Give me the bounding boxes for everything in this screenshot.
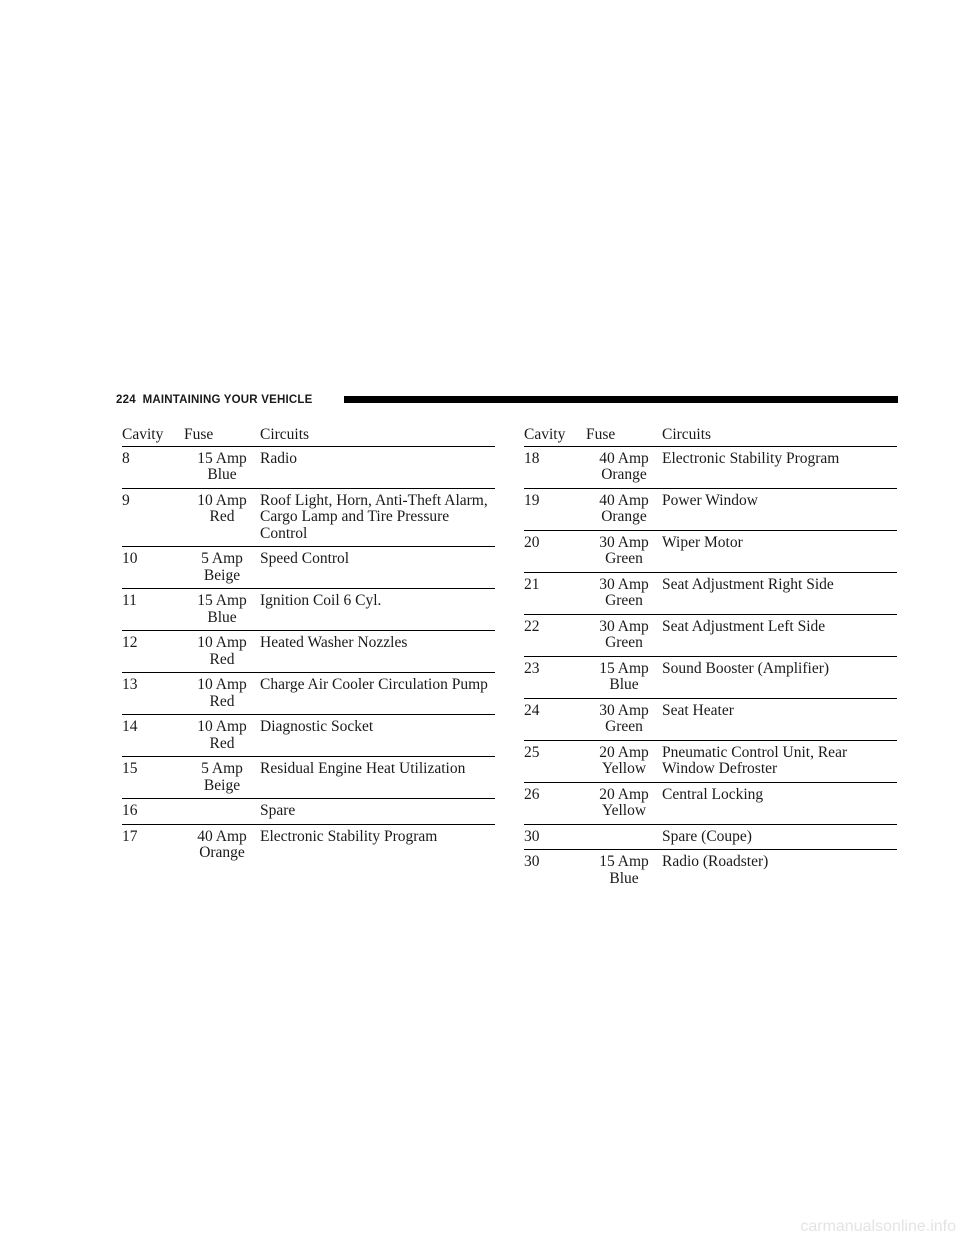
table-header-row xyxy=(122,424,495,446)
fuse-cell xyxy=(184,589,260,631)
cavity-cell: 11 xyxy=(122,589,184,631)
section-title: MAINTAINING YOUR VEHICLE xyxy=(142,394,313,406)
table-row xyxy=(524,740,897,782)
fuse-color: Blue xyxy=(609,869,639,887)
table-row xyxy=(122,799,495,825)
table-row xyxy=(524,850,897,892)
cavity-cell: 9 xyxy=(122,488,184,547)
fuse-color: Beige xyxy=(203,566,241,584)
fuse-rating: 15 Amp xyxy=(197,449,247,467)
cavity-cell: 19 xyxy=(524,488,586,530)
fuse-color: Orange xyxy=(199,844,245,861)
fuse-cell xyxy=(184,799,260,825)
header-rule xyxy=(344,396,898,403)
fuse-rating: 40 Amp xyxy=(599,491,649,509)
fuse-rating: 10 Amp xyxy=(197,676,247,693)
fuse-rating: 5 Amp xyxy=(201,760,243,777)
fuse-color: Green xyxy=(605,634,643,651)
fuse-cell xyxy=(586,614,662,656)
circuits-cell: Diagnostic Socket xyxy=(260,715,495,757)
circuits-cell: Radio (Roadster) xyxy=(662,853,769,870)
column-header-fuse: Fuse xyxy=(586,424,662,446)
page-number: 224 xyxy=(116,394,136,406)
circuits-cell: Electronic Stability Program xyxy=(260,827,438,845)
circuits-cell: Spare xyxy=(260,799,495,825)
cavity-cell: 10 xyxy=(122,547,184,589)
table-row xyxy=(524,824,897,850)
cavity-cell: 30 xyxy=(524,853,540,870)
fuse-rating: 30 Amp xyxy=(599,617,649,635)
column-header-circuits: Circuits xyxy=(260,424,495,446)
fuse-rating: 10 Amp xyxy=(197,491,247,509)
fuse-rating: 30 Amp xyxy=(599,575,649,593)
fuse-cell xyxy=(586,656,662,698)
fuse-table-right xyxy=(524,424,897,891)
circuits-cell: Sound Booster (Amplifier) xyxy=(662,656,897,698)
cavity-cell: 26 xyxy=(524,782,586,824)
circuits-cell: Charge Air Cooler Circulation Pump xyxy=(260,673,495,715)
fuse-color: Blue xyxy=(207,466,237,483)
fuse-cell xyxy=(586,488,662,530)
fuse-cell xyxy=(586,740,662,782)
fuse-rating: 5 Amp xyxy=(201,550,243,567)
column-header-cavity: Cavity xyxy=(122,424,184,446)
fuse-rating: 30 Amp xyxy=(599,701,649,719)
cavity-cell: 25 xyxy=(524,740,586,782)
table-header-row xyxy=(524,424,897,446)
cavity-cell: 23 xyxy=(524,656,586,698)
fuse-cell xyxy=(586,446,662,488)
fuse-color: Blue xyxy=(609,676,639,693)
circuits-cell: Power Window xyxy=(662,488,897,530)
table-row xyxy=(524,572,897,614)
fuse-rating: 30 Amp xyxy=(599,533,649,551)
fuse-rating: 10 Amp xyxy=(197,718,247,735)
cavity-cell: 20 xyxy=(524,530,586,572)
table-row xyxy=(524,698,897,740)
table-row xyxy=(122,673,495,715)
fuse-color: Orange xyxy=(601,508,647,525)
fuse-cell xyxy=(184,824,260,866)
fuse-rating: 10 Amp xyxy=(197,634,247,651)
fuse-cell xyxy=(184,715,260,757)
fuse-rating: 15 Amp xyxy=(197,592,247,609)
fuse-color: Red xyxy=(209,734,235,752)
cavity-cell: 15 xyxy=(122,757,184,799)
fuse-color: Green xyxy=(605,550,643,567)
fuse-rows-left xyxy=(122,446,495,866)
fuse-color: Blue xyxy=(207,608,237,626)
table-row xyxy=(122,488,495,547)
circuits-cell: Radio xyxy=(260,446,495,488)
cavity-cell: 21 xyxy=(524,572,586,614)
circuits-cell: Heated Washer Nozzles xyxy=(260,631,495,673)
table-row xyxy=(122,589,495,631)
cavity-cell: 17 xyxy=(122,827,138,845)
table-row xyxy=(122,757,495,799)
fuse-rating: 20 Amp xyxy=(599,785,649,803)
circuits-cell: Seat Heater xyxy=(662,698,897,740)
table-row xyxy=(122,631,495,673)
fuse-cell xyxy=(586,850,662,892)
fuse-rating: 15 Amp xyxy=(599,659,649,677)
circuits-cell: Ignition Coil 6 Cyl. xyxy=(260,589,495,631)
table-row xyxy=(524,446,897,488)
fuse-color: Yellow xyxy=(601,802,647,819)
circuits-cell: Roof Light, Horn, Anti-Theft Alarm, Cargo Lamp and Tire Pressure Control xyxy=(260,488,495,547)
fuse-cell xyxy=(586,824,662,850)
circuits-cell: Central Locking xyxy=(662,782,897,824)
cavity-cell: 18 xyxy=(524,446,586,488)
table-row xyxy=(122,715,495,757)
page-label xyxy=(116,392,312,408)
table-row xyxy=(524,782,897,824)
column-header-fuse: Fuse xyxy=(184,424,260,446)
fuse-rating: 40 Amp xyxy=(599,449,649,467)
cavity-cell: 24 xyxy=(524,698,586,740)
fuse-rating: 20 Amp xyxy=(599,743,649,761)
fuse-rating: 15 Amp xyxy=(599,853,649,870)
table-row xyxy=(524,656,897,698)
cavity-cell: 8 xyxy=(122,446,184,488)
circuits-cell: Pneumatic Control Unit, Rear Window Defroster xyxy=(662,740,897,782)
column-header-cavity: Cavity xyxy=(524,424,586,446)
circuits-cell: Seat Adjustment Right Side xyxy=(662,572,897,614)
table-row xyxy=(524,530,897,572)
circuits-cell: Seat Adjustment Left Side xyxy=(662,614,897,656)
fuse-cell xyxy=(184,757,260,799)
cavity-cell: 16 xyxy=(122,799,184,825)
cavity-cell: 22 xyxy=(524,614,586,656)
fuse-color: Red xyxy=(209,650,235,668)
page-header xyxy=(116,392,898,408)
fuse-color: Red xyxy=(209,692,235,710)
fuse-cell xyxy=(184,673,260,715)
table-row xyxy=(524,614,897,656)
circuits-cell: Spare (Coupe) xyxy=(662,824,897,850)
fuse-cell xyxy=(586,698,662,740)
fuse-cell xyxy=(184,631,260,673)
watermark: carmanualsonline.info xyxy=(800,1218,956,1235)
fuse-rating: 40 Amp xyxy=(197,827,247,845)
fuse-rows-right xyxy=(524,446,897,891)
cavity-cell: 12 xyxy=(122,631,184,673)
circuits-cell: Residual Engine Heat Utilization xyxy=(260,757,495,799)
table-row xyxy=(122,824,495,866)
fuse-cell xyxy=(586,530,662,572)
circuits-cell: Speed Control xyxy=(260,547,495,589)
fuse-color: Yellow xyxy=(601,760,647,777)
column-header-circuits: Circuits xyxy=(662,424,897,446)
fuse-cell xyxy=(184,547,260,589)
cavity-cell: 13 xyxy=(122,673,184,715)
fuse-cell xyxy=(586,572,662,614)
fuse-color: Green xyxy=(605,718,643,735)
table-row xyxy=(122,547,495,589)
fuse-color: Orange xyxy=(601,466,647,483)
cavity-cell: 14 xyxy=(122,715,184,757)
table-row xyxy=(524,488,897,530)
cavity-cell: 30 xyxy=(524,824,586,850)
fuse-cell xyxy=(184,488,260,547)
fuse-table-left xyxy=(122,424,495,866)
table-row xyxy=(122,446,495,488)
fuse-color: Green xyxy=(605,592,643,609)
fuse-cell xyxy=(586,782,662,824)
fuse-cell xyxy=(184,446,260,488)
circuits-cell: Wiper Motor xyxy=(662,530,897,572)
circuits-cell: Electronic Stability Program xyxy=(662,446,897,488)
fuse-color: Beige xyxy=(203,776,241,794)
fuse-color: Red xyxy=(209,508,235,525)
